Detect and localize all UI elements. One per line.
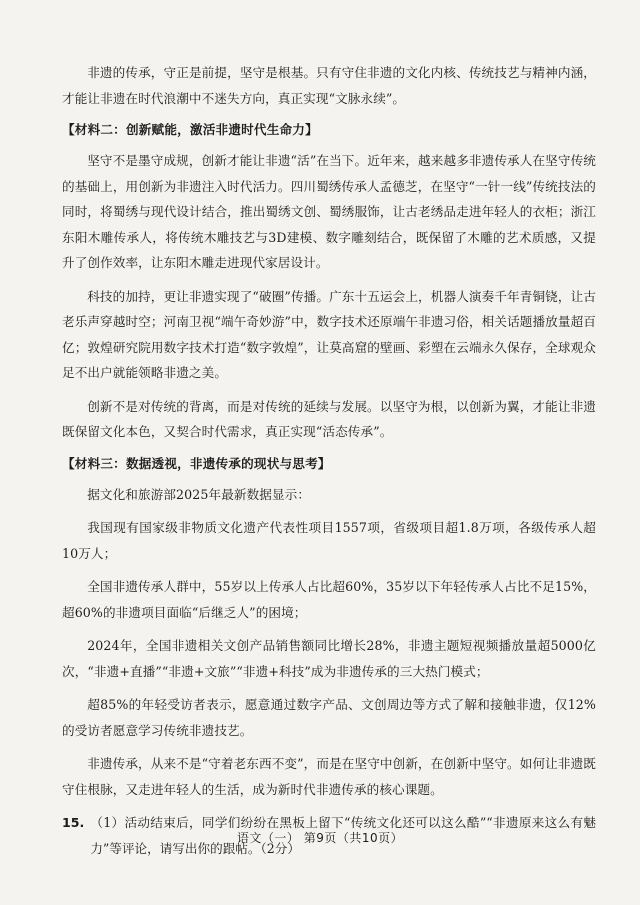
paragraph-material-3-4: 2024年，全国非遗相关文创产品销售额同比增长28%，非遗主题短视频播放量超5000亿次，“非遗+直播”“非遗+文旅”“非遗+科技”成为非遗传承的三大热门模式； — [62, 638, 596, 679]
question-text: （1）活动结束后，同学们纷纷在黑板上留下“传统文化还可以这么酷”“非遗原来这么有魅力”等评论，请写出你的跟帖。（2分） — [90, 815, 596, 856]
paragraph-material-3-2: 我国现有国家级非物质文化遗产代表性项目1557项，省级项目超1.8万项，各级传承人超10万人； — [62, 520, 596, 561]
paragraph-material-3-6: 非遗传承，从来不是“守着老东西不变”，而是在坚守中创新，在创新中坚守。如何让非遗既守住根脉，又走进年轻人的生活，成为新时代非遗传承的核心课题。 — [62, 756, 596, 797]
page-footer: 语文（一） 第9页（共10页） — [236, 831, 404, 845]
paragraph-material-3-3: 全国非遗传承人群中，55岁以上传承人占比超60%，35岁以下年轻传承人占比不足15%，超60%的非遗项目面临“后继乏人”的困境； — [62, 579, 596, 620]
paragraph-material-2-2: 科技的加持，更让非遗实现了“破圈”传播。广东十五运会上，机器人演奏千年青铜铙，让古老乐声穿越时空；河南卫视“端午奇妙游”中，数字技术还原端午非遗习俗，相关话题播放量超百亿；敦煌研究院用数字技术打造“数字敦煌”，让莫高窟的壁画、彩塑在云端永久保存，全球观众足不出户就能领略非遗之美。 — [62, 288, 596, 380]
paragraph-material-2-3: 创新不是对传统的背离，而是对传统的延续与发展。以坚守为根，以创新为翼，才能让非遗既保留文化本色，又契合时代需求，真正实现“活态传承”。 — [62, 398, 596, 439]
paragraph-material-3-5: 超85%的年轻受访者表示，愿意通过数字产品、文创周边等方式了解和接触非遗，仅12%的受访者愿意学习传统非遗技艺。 — [62, 697, 596, 738]
paragraph-intro: 非遗的传承，守正是前提，坚守是根基。只有守住非遗的文化内核、传统技艺与精神内涵，才能让非遗在时代浪潮中不迷失方向，真正实现“文脉永续”。 — [62, 65, 596, 106]
paragraph-material-2-1: 坚守不是墨守成规，创新才能让非遗“活”在当下。近年来，越来越多非遗传承人在坚守传统的基础上，用创新为非遗注入时代活力。四川蜀绣传承人孟德芝，在坚守“一针一线”传统技法的同时，将蜀绣与现代设计结合，推出蜀绣文创、蜀绣服饰，让古老绣品走进年轻人的衣柜；浙江东阳木雕传承人，将传统木雕技艺与3D建模、数字雕刻结合，既保留了木雕的艺术质感，又提升了创作效率，让东阳木雕走进现代家居设计。 — [62, 153, 596, 270]
section-heading-material-2: 【材料二：创新赋能，激活非遗时代生命力】 — [62, 122, 318, 137]
section-heading-material-3: 【材料三：数据透视，非遗传承的现状与思考】 — [62, 455, 331, 471]
page-content — [62, 60, 596, 861]
question-number: 15. — [62, 815, 85, 830]
paragraph-material-3-1: 据文化和旅游部2025年最新数据显示： — [87, 486, 311, 502]
